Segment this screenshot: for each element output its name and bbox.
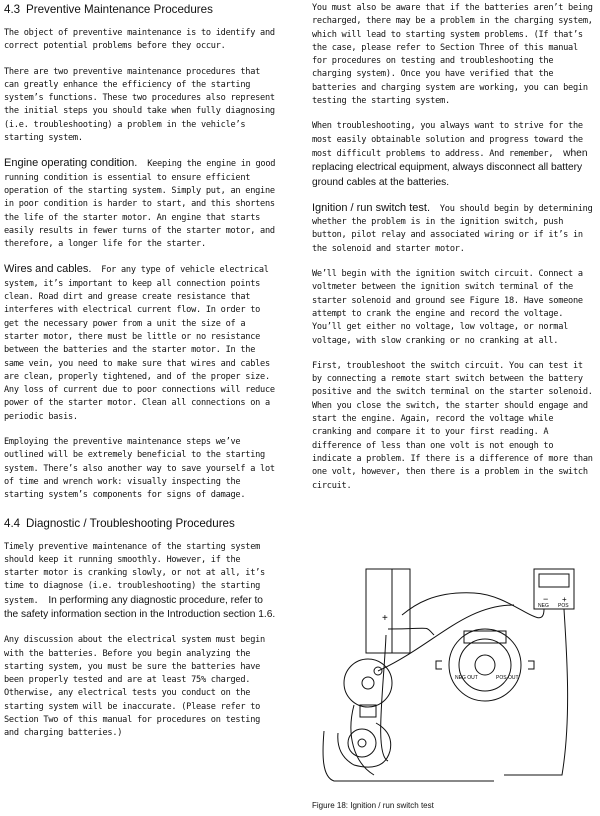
meter-plus-label: + [562,595,567,604]
paragraph-text: Keeping the engine in good running condition is essential to ensure efficient operation of the starting system. Simply put, an engine in poor condition is harder to start, and this shortens the life of the starter motor. An engine that starts easily results in fewer turns of the starter motor, and therefore, a longer life for the starter. [4,159,276,250]
paragraph-ignition-test [312,202,594,256]
paragraph-text: You should begin by determining whether the problem is in the ignition switch, push button, pilot relay and associated wiring or if it’s in the solenoid and starter motor. [312,203,593,254]
paragraph-text: Timely preventive maintenance of the starting system should keep it running smoothly. However, if the starter motor is cranking slowly, or not at all, it’s time to diagnose (i.e. troubleshooting) the starting system. [4,541,265,606]
run-in-heading-engine: Engine operating condition. [4,157,138,170]
section-title: Preventive Maintenance Procedures [26,3,213,16]
section-heading-4-4 [4,516,278,531]
paragraph-voltmeter: We’ll begin with the ignition switch circuit. Connect a voltmeter between the ignition switch terminal of the starter solenoid and ground see Figure 18. Have someone attempt to crank the engine and record the voltage. You’ll get either no voltage, low voltage, or normal voltage, with slow cranking or no cranking at all. [312,269,583,346]
paragraph-two-procedures: There are two preventive maintenance procedures that can greatly enhance the efficiency of the starting system’s functions. These two procedures also represent the initial steps you should take when fully diagnosing (i.e. troubleshooting) a problem in the vehicle’s starting system. [4,66,275,144]
paragraph-objective: The object of preventive maintenance is to identify and correct potential problems before they occur. [4,28,275,52]
paragraph-text: For any type of vehicle electrical system, it’s important to keep all connection points clean. Road dirt and grease create resistance that interferes with electrical current flow. In order to get the necessary power from a unit the size of a starter motor, there must be little or no resistance between the batteries and the starter motor. In the same vein, you need to make sure that wires and cables are clean, properly tightened, and of the proper size. Any loss of current due to poor connections will reduce power of the starter motor. Clean all connections on a periodic basis. [4,265,275,422]
meter-pos-label: POS [558,603,569,609]
solenoid-outline [344,659,392,707]
section-heading-4-3 [4,2,278,17]
alternator-neg-label: NEG OUT [455,675,478,681]
meter-neg-label: NEG [538,603,549,609]
paragraph-timely [4,541,278,623]
right-column [312,2,594,493]
battery-shape [366,569,410,653]
paragraph-text: When troubleshooting, you always want to strive for the most easily obtainable solution and progress toward the most difficult problems to address. And remember, [312,121,583,159]
voltmeter-display [539,574,569,587]
battery-plus-label: + [382,613,388,624]
figure-caption: Figure 18: Ignition / run switch test [312,801,434,810]
section-title: Diagnostic / Troubleshooting Procedures [26,516,235,530]
figure-18-diagram [314,565,596,797]
paragraph-switch-circuit: First, troubleshoot the switch circuit. You can test it by connecting a remote start switch between the battery positive and the switch terminal on the starter solenoid. When you close the switch, the starter should engage and start the engine. Again, record the voltage while cranking and compare it to your first reading. A difference of less than one volt is not enough to indicate a problem. If there is a difference of more than one volt, however, then there is a problem in the switch circuit. [312,360,593,491]
paragraph-recharged: You must also be aware that if the batteries aren’t being recharged, there may be a problem in the charging system, which will lead to starting system problems. (If that’s the case, please refer to Section Three of this manual for procedures on testing and troubleshooting the charging system). Once you have verified that the batteries and charging system are working, you can begin testing the starting system. [312,3,593,107]
paragraph-safety-reference: In performing any diagnostic procedure, refer to the safety information section in the Introduction section 1.6. [4,594,276,620]
paragraph-employing: Employing the preventive maintenance steps we’ve outlined will be extremely beneficial to the starting system. There’s also another way to save yourself a lot of time and wrench work: visually inspecting the starting system’s components for signs of damage. [4,437,275,501]
left-column [4,2,278,741]
run-in-heading-ignition: Ignition / run switch test. [312,201,430,214]
meter-minus-label: − [543,594,549,604]
paragraph-batteries: Any discussion about the electrical system must begin with the batteries. Before you begin analyzing the starting system, you must be sure the batteries have been properly tested and are at least 75% charged. Otherwise, any electrical tests you conduct on the starting system will be inaccurate. (Please refer to Section Two of this manual for procedures on testing and charging batteries.) [4,635,265,739]
alternator-pos-label: POS OUT [496,675,519,681]
alternator-outline [449,629,521,701]
paragraph-troubleshooting [312,120,594,189]
wiring-diagram [314,565,596,797]
paragraph-warning: when replacing electrical equipment, always disconnect all battery ground cables at the batteries. [312,147,588,188]
run-in-heading-wires: Wires and cables. [4,263,92,276]
paragraph-engine-condition [4,157,278,251]
section-number: 4.3 [4,3,21,16]
paragraph-wires-cables [4,263,278,424]
section-number: 4.4 [4,516,21,530]
